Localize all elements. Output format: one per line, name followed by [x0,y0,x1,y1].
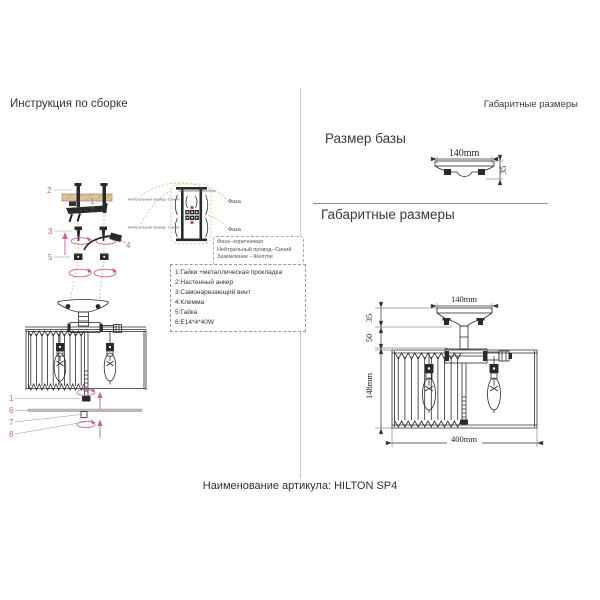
candle-bulb [104,332,116,385]
parts-item: 3:Самонарезающий винт [175,289,251,296]
pleated-shade [31,334,81,386]
step2-wall-anchor-drawing [54,183,112,222]
ground-wire-label: Заземление--Желтое [178,189,216,193]
dim-stem-height: 50 [364,333,374,343]
dimensions-header: Габаритные размеры [483,99,578,110]
overall-drawing [364,294,537,447]
step-label-2: 2 [47,186,52,195]
base-size-title: Размер базы [325,131,406,146]
candle-bulb [488,356,501,413]
phase-wire-label: Фаза [228,227,241,233]
legend-phase: Фаза--коричневая [217,239,263,245]
step-label-5: 5 [48,253,53,262]
legend-ground: Заземление --Желтое [217,254,273,261]
parts-item: 5:Гайка [175,309,198,316]
neutral-wire-label: Нейтральный провод--Синий [127,225,179,230]
fastener-square [81,412,87,418]
base-drawing [435,148,508,179]
dim-canopy-width: 140mm [451,294,477,304]
canopy-drawing [58,300,108,327]
parts-item: 2:Настенный анкер [175,279,234,286]
page-title: Инструкция по сборке [10,98,128,110]
legend-neutral: Нейтральный провод--Синий [217,246,292,253]
step4-terminal-wire-drawing [84,233,126,251]
step-label-8: 8 [9,430,14,439]
mounting-bracket [66,206,107,215]
dim-canopy-height: 35 [364,313,374,323]
step-label-1: 1 [90,197,95,206]
rotate-arrows-nuts [69,268,117,277]
overall-size-title: Габаритные размеры [321,207,455,222]
step-label-1-bottom: 1 [9,394,14,403]
wiring-diagram [128,183,242,244]
assembly-diagram [9,183,146,439]
up-arrow-head [62,232,67,239]
wire-node-dot [190,206,193,209]
parts-item: 1:Гайки +металлическая прокладка [175,269,283,276]
dim-total-width: 400mm [451,434,477,444]
parts-item: 6:E14*4*40W [175,319,215,326]
step5-nuts-drawing [54,254,109,261]
dim-shade-height: 148mm [364,373,374,399]
phase-wire-label: Фаза [228,199,241,205]
parts-item: 4:Клемма [175,299,205,306]
article-name: Наименование артикула: HILTON SP4 [202,480,398,492]
wire-node-dot [190,221,193,224]
step-label-6: 6 [9,406,14,415]
step-label-4: 4 [126,241,131,250]
dim-base-width: 140mm [448,148,480,159]
step-label-7: 7 [9,418,14,427]
step-label-3: 3 [48,227,53,236]
dim-base-height: 35 [498,165,508,175]
center-rod [82,333,91,402]
neutral-wire-label: Нейтральный провод--Синий [127,197,179,202]
shade-drawing [392,349,537,428]
